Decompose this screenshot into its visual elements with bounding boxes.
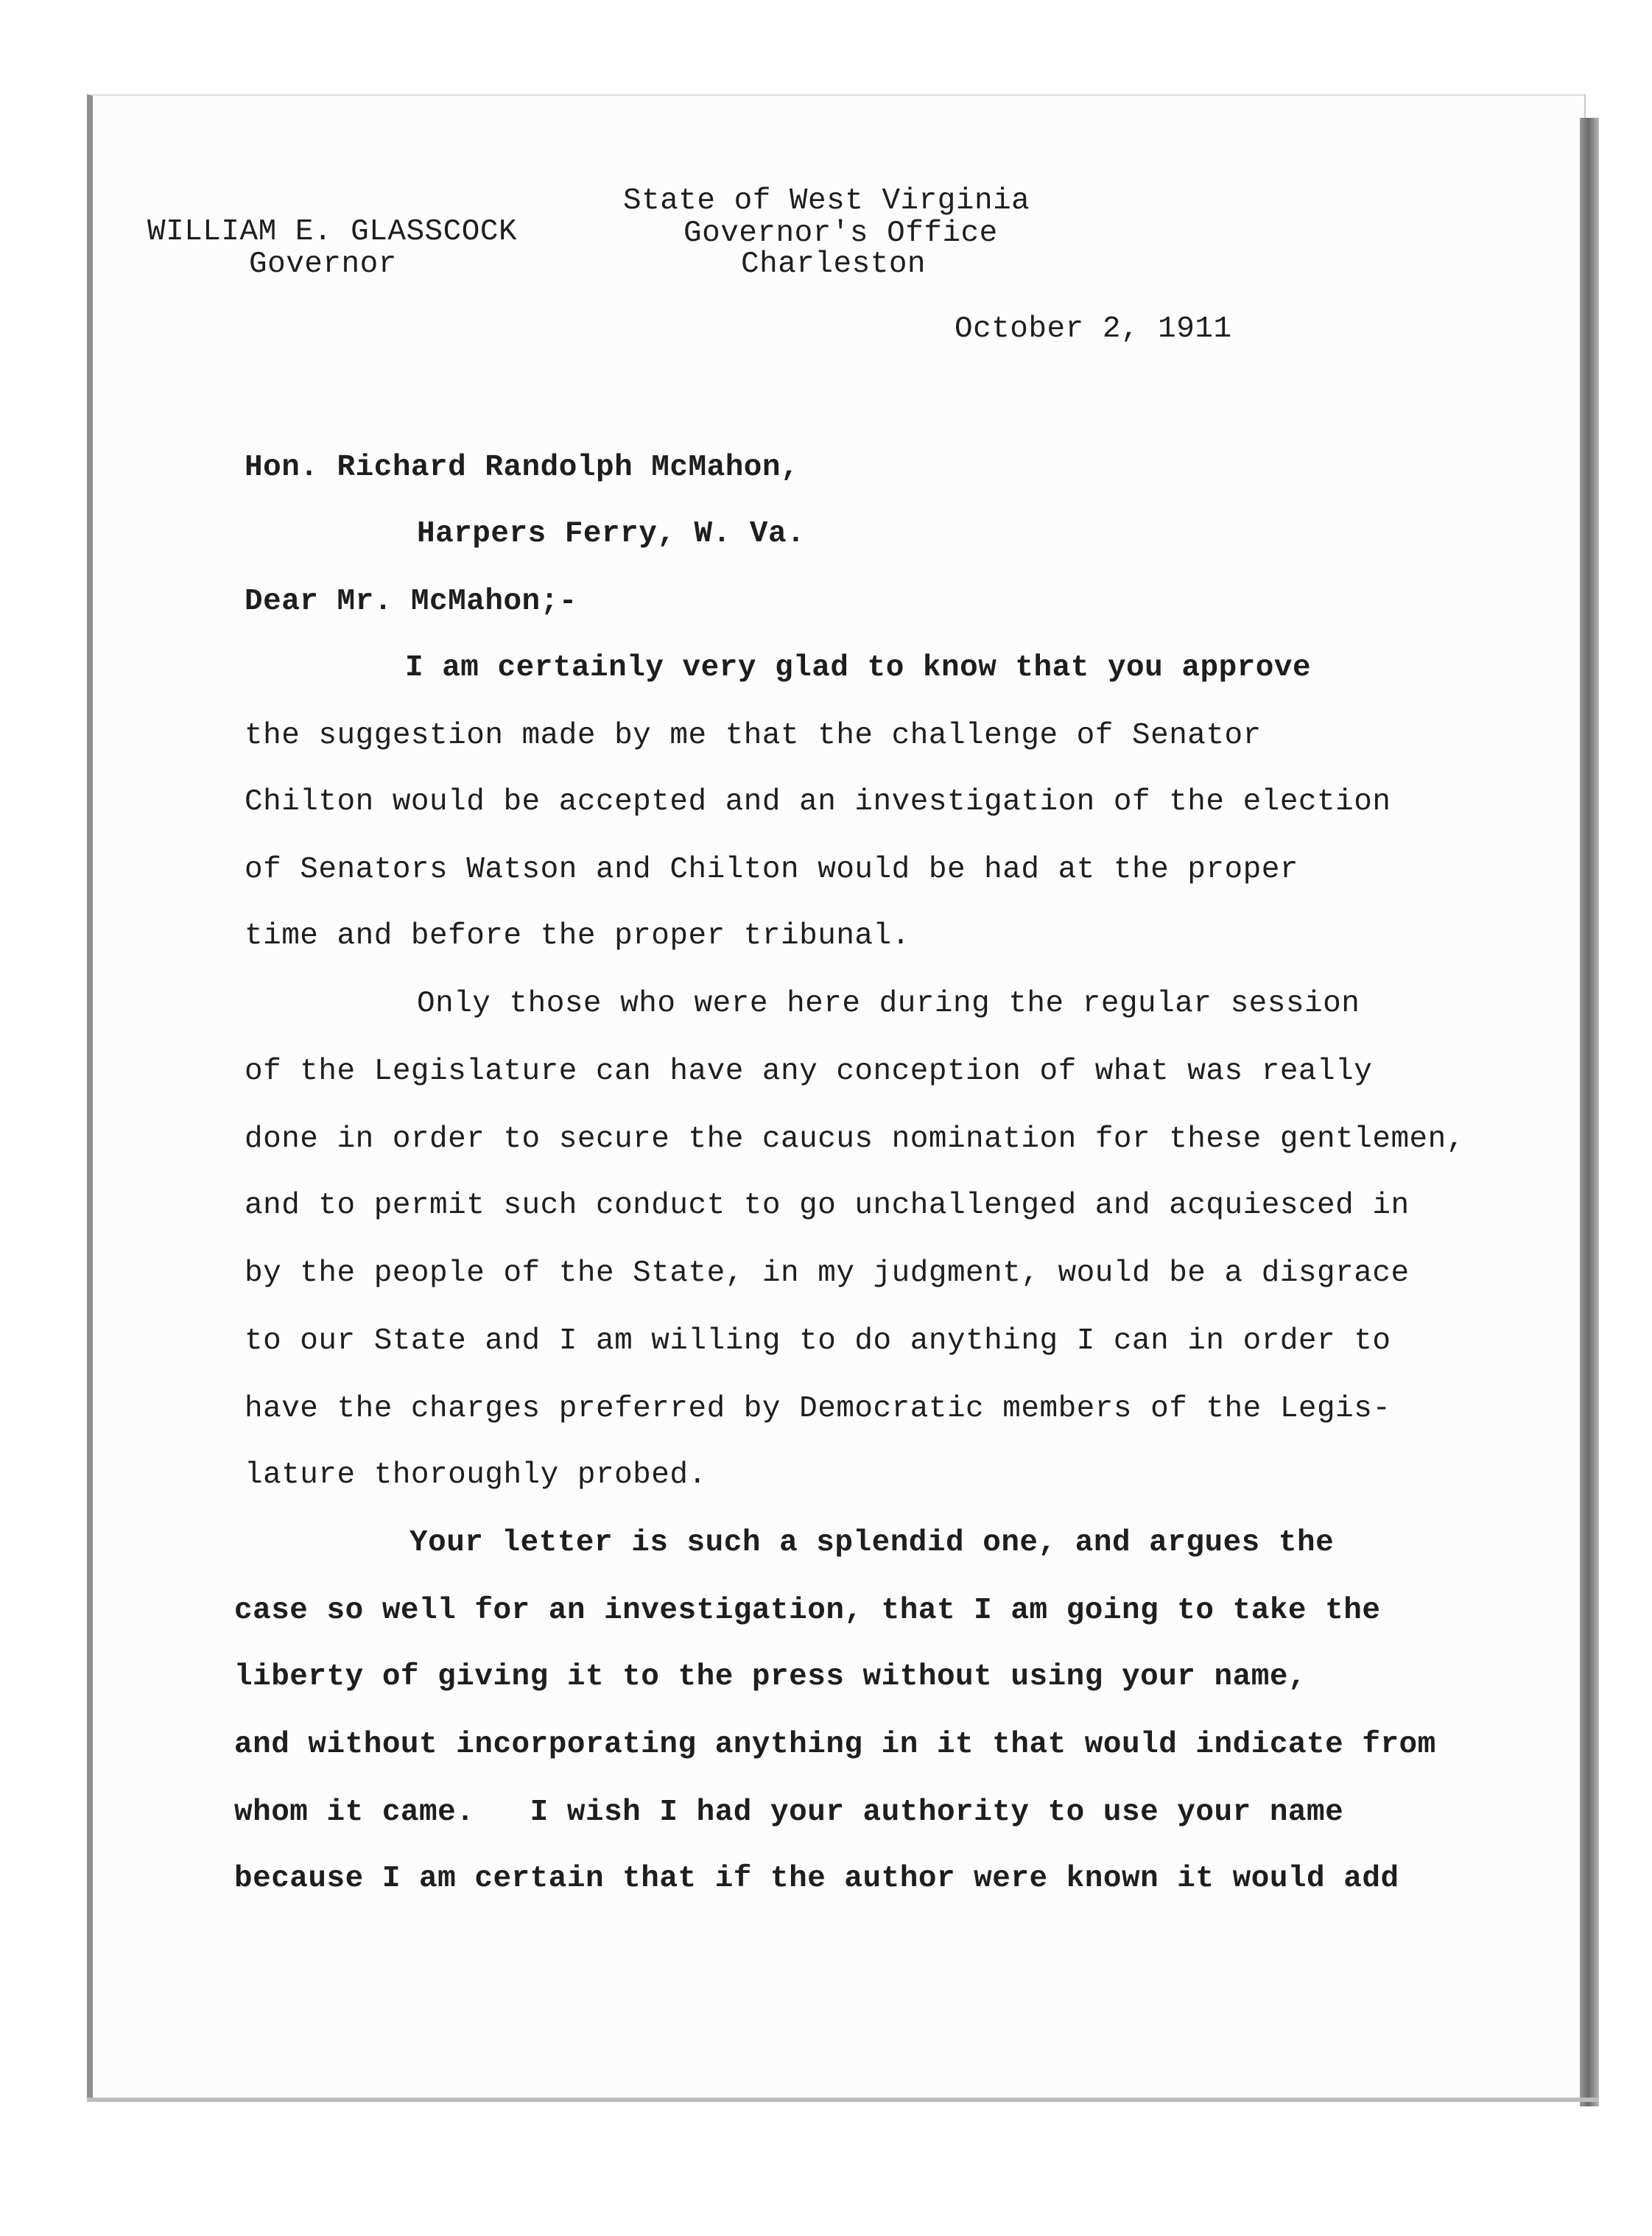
body-line: time and before the proper tribunal.: [245, 919, 910, 953]
page-bottom-edge: [87, 2098, 1599, 2102]
body-line: by the people of the State, in my judgment, would be a disgrace: [245, 1256, 1410, 1290]
recipient-address: Harpers Ferry, W. Va.: [417, 517, 806, 551]
body-line: of the Legislature can have any conception of what was really: [245, 1055, 1373, 1089]
letterhead-state: State of West Virginia: [623, 184, 1030, 218]
body-line: lature thoroughly probed.: [245, 1458, 707, 1492]
salutation: Dear Mr. McMahon;-: [245, 585, 577, 619]
body-line: whom it came. I wish I had your authority to use your name: [234, 1796, 1344, 1829]
body-line: have the charges preferred by Democratic members of the Legis-: [245, 1392, 1391, 1426]
body-line: because I am certain that if the author were known it would add: [234, 1862, 1399, 1896]
body-line: to our State and I am willing to do anything I can in order to: [245, 1324, 1391, 1358]
letter-date: October 2, 1911: [955, 312, 1232, 346]
body-line: the suggestion made by me that the challenge of Senator: [245, 719, 1262, 753]
body-line: and without incorporating anything in it that would indicate from: [234, 1728, 1436, 1762]
body-line: of Senators Watson and Chilton would be had at the proper: [245, 853, 1298, 887]
body-line: case so well for an investigation, that I am going to take the: [234, 1594, 1381, 1628]
recipient-name: Hon. Richard Randolph McMahon,: [245, 451, 800, 485]
letterhead-city: Charleston: [741, 247, 927, 281]
body-line: Chilton would be accepted and an investigation of the election: [245, 785, 1391, 819]
body-line: done in order to secure the caucus nomination for these gentlemen,: [245, 1122, 1465, 1156]
body-line: liberty of giving it to the press without using your name,: [234, 1660, 1307, 1694]
body-line: Your letter is such a splendid one, and argues the: [410, 1526, 1335, 1560]
body-line: and to permit such conduct to go unchallenged and acquiesced in: [245, 1189, 1410, 1223]
sender-name: WILLIAM E. GLASSCOCK: [147, 215, 518, 249]
body-line: Only those who were here during the regular session: [417, 987, 1360, 1021]
page-edge-shadow: [1580, 118, 1599, 2106]
sender-title: Governor: [249, 247, 397, 281]
body-line: I am certainly very glad to know that you approve: [405, 651, 1312, 685]
letterhead-office: Governor's Office: [683, 217, 998, 250]
